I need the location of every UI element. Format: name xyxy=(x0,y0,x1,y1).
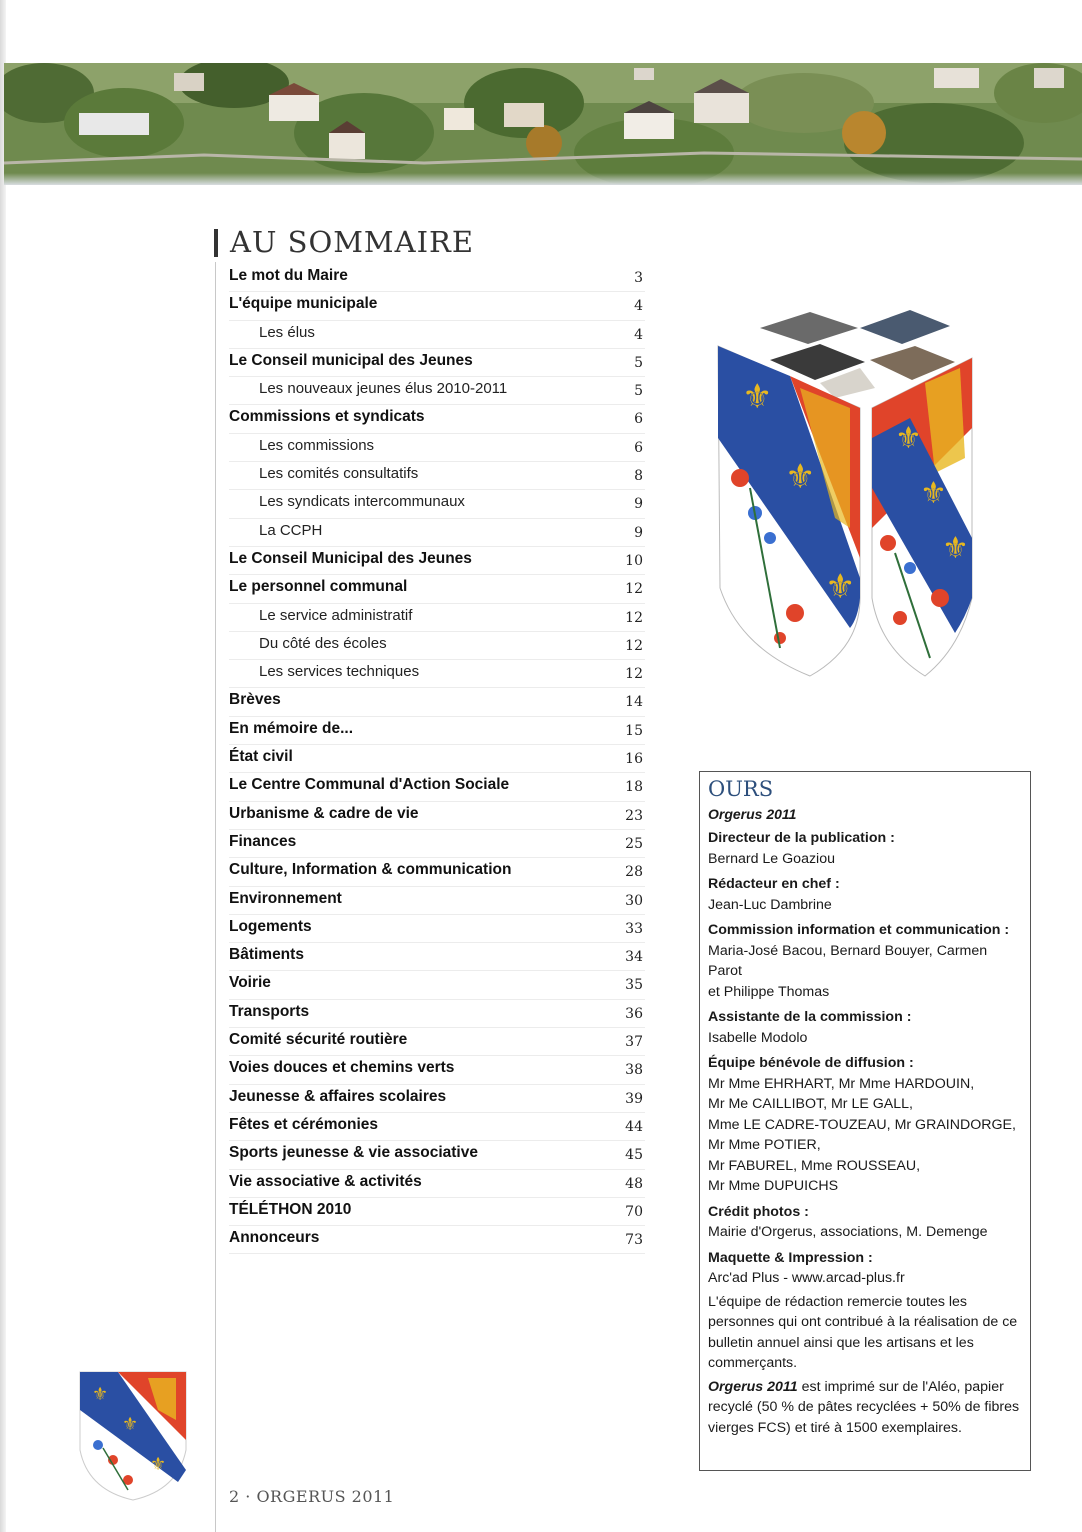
toc-entry-page: 12 xyxy=(625,666,643,683)
toc-entry-page: 4 xyxy=(634,298,643,315)
toc-entry-label: Les comités consultatifs xyxy=(259,465,419,483)
toc-entry-label: Les nouveaux jeunes élus 2010-2011 xyxy=(259,380,508,398)
toc-entry-label: Sports jeunesse & vie associative xyxy=(229,1144,478,1162)
toc-entry-page: 3 xyxy=(634,270,643,286)
toc-entry-page: 12 xyxy=(625,581,643,598)
toc-entry-label: TÉLÉTHON 2010 xyxy=(229,1200,352,1218)
toc-entry-label: Du côté des écoles xyxy=(259,634,387,652)
toc-entry-label: Urbanisme & cadre de vie xyxy=(229,804,419,822)
toc-entry-page: 73 xyxy=(625,1232,643,1249)
toc-entry xyxy=(229,434,645,462)
editor-label: Rédacteur en chef : xyxy=(708,876,840,892)
toc-entry-page: 70 xyxy=(625,1203,643,1220)
ours-title: OURS xyxy=(708,777,774,801)
toc-entry-page: 12 xyxy=(625,637,643,654)
print-publication-name: Orgerus 2011 xyxy=(708,1378,798,1395)
toc-entry xyxy=(229,830,645,858)
toc-entry-page: 36 xyxy=(625,1005,643,1022)
volunteer-line: Mme LE CADRE-TOUZEAU, Mr GRAINDORGE, xyxy=(708,1116,1016,1133)
print-note xyxy=(708,1377,1022,1439)
volunteer-line: Mr FABUREL, Mme ROUSSEAU, xyxy=(708,1157,921,1174)
toc-entry-label: Transports xyxy=(229,1002,310,1020)
toc-entry xyxy=(229,660,645,688)
toc-entry xyxy=(229,604,645,632)
toc-entry xyxy=(229,887,645,915)
print-note-text: est imprimé sur de l'Aléo, papier recyclé (50 % de pâtes recyclées + 50% de fibres vierges FCS) et tiré à 1500 exemplaires. xyxy=(708,1378,1020,1436)
editor-name: Jean-Luc Dambrine xyxy=(708,896,832,913)
aerial-village-image xyxy=(4,63,1082,185)
toc-entry-label: Le Centre Communal d'Action Sociale xyxy=(229,776,510,794)
toc-entry-page: 33 xyxy=(625,920,643,937)
toc-entry-page: 15 xyxy=(625,722,643,739)
svg-text:⚜: ⚜ xyxy=(942,531,969,566)
layout-credit: Arc'ad Plus - www.arcad-plus.fr xyxy=(708,1270,905,1286)
toc-entry-label: Fêtes et cérémonies xyxy=(229,1115,379,1133)
toc-entry xyxy=(229,1198,645,1226)
title-accent-bar xyxy=(214,229,218,257)
volunteer-line: Mr Mme DUPUICHS xyxy=(708,1178,839,1194)
toc-entry-label: Les syndicats intercommunaux xyxy=(259,493,465,511)
toc-entry-label: Le service administratif xyxy=(259,606,413,624)
toc-entry-label: Voies douces et chemins verts xyxy=(229,1059,455,1077)
ours-credits-box xyxy=(699,771,1031,1471)
toc-entry-page: 25 xyxy=(625,835,643,852)
toc-entry xyxy=(229,292,645,320)
ours-subtitle: Orgerus 2011 xyxy=(708,806,797,822)
toc-entry-label: Les services techniques xyxy=(259,663,420,681)
toc-entry-label: Finances xyxy=(229,832,297,850)
toc-entry-label: Brèves xyxy=(229,691,281,709)
toc-entry xyxy=(229,688,645,716)
toc-entry-page: 18 xyxy=(625,779,643,796)
toc-entry xyxy=(229,519,645,547)
toc-entry xyxy=(229,717,645,745)
svg-text:⚜: ⚜ xyxy=(92,1384,109,1405)
column-divider xyxy=(215,262,216,1532)
photo-tile xyxy=(860,310,950,344)
aerial-photo-banner xyxy=(4,63,1082,185)
toc-entry-label: Environnement xyxy=(229,889,342,907)
toc-entry-label: Comité sécurité routière xyxy=(229,1031,408,1049)
toc-entry xyxy=(229,943,645,971)
toc-entry xyxy=(229,1170,645,1198)
toc-entry-page: 8 xyxy=(634,468,643,485)
toc-entry-page: 35 xyxy=(625,977,643,994)
svg-text:⚜: ⚜ xyxy=(825,567,856,607)
toc-entry-page: 6 xyxy=(634,411,643,428)
toc-entry xyxy=(229,773,645,801)
toc-entry-label: L'équipe municipale xyxy=(229,295,378,313)
volunteer-line: Mr Mme POTIER, xyxy=(708,1137,821,1153)
toc-entry-page: 48 xyxy=(625,1175,643,1192)
toc-entry xyxy=(229,462,645,490)
photos-label: Crédit photos : xyxy=(708,1203,809,1220)
toc-entry xyxy=(229,405,645,433)
toc-entry xyxy=(229,1141,645,1169)
toc-entry-label: Culture, Information & communication xyxy=(229,861,512,879)
commission-members-line1: Maria-José Bacou, Bernard Bouyer, Carmen Parot xyxy=(708,942,988,979)
commission-members-line2: et Philippe Thomas xyxy=(708,983,830,1000)
toc-entry-page: 39 xyxy=(625,1090,643,1107)
toc-entry-page: 28 xyxy=(625,864,643,881)
svg-text:⚜: ⚜ xyxy=(122,1414,139,1435)
photos-credit: Mairie d'Orgerus, associations, M. Demenge xyxy=(708,1224,988,1240)
toc-entry-page: 5 xyxy=(634,354,643,371)
svg-text:⚜: ⚜ xyxy=(742,377,773,417)
toc-entry xyxy=(229,1226,645,1254)
toc-entry-label: Vie associative & activités xyxy=(229,1172,422,1190)
toc-entry xyxy=(229,632,645,660)
toc-entry xyxy=(229,1056,645,1084)
volunteer-line: Mr Me CAILLIBOT, Mr LE GALL, xyxy=(708,1096,913,1112)
toc-entry xyxy=(229,915,645,943)
director-label: Directeur de la publication : xyxy=(708,830,895,846)
toc-entry xyxy=(229,1113,645,1141)
toc-entry xyxy=(229,802,645,830)
toc-entry xyxy=(229,971,645,999)
toc-entry xyxy=(229,349,645,377)
toc-entry xyxy=(229,575,645,603)
toc-entry-page: 34 xyxy=(625,949,643,966)
toc-entry-page: 9 xyxy=(634,496,643,513)
coat-of-arms-small xyxy=(78,1370,188,1507)
toc-entry xyxy=(229,377,645,405)
toc-entry xyxy=(229,547,645,575)
toc-title: AU SOMMAIRE xyxy=(230,225,475,259)
toc-entry xyxy=(229,264,645,292)
commission-label: Commission information et communication : xyxy=(708,922,1010,938)
toc-entry-label: Voirie xyxy=(229,974,271,992)
page-footer: 2 · ORGERUS 2011 xyxy=(229,1487,395,1506)
table-of-contents xyxy=(229,264,645,1254)
toc-entry-label: Bâtiments xyxy=(229,946,304,964)
toc-entry xyxy=(229,1085,645,1113)
toc-entry-label: Jeunesse & affaires scolaires xyxy=(229,1087,447,1105)
photo-tile xyxy=(760,312,858,344)
assistant-name: Isabelle Modolo xyxy=(708,1029,808,1046)
toc-entry xyxy=(229,1000,645,1028)
toc-entry-label: État civil xyxy=(229,748,293,766)
toc-entry-page: 4 xyxy=(634,326,643,343)
toc-entry-label: En mémoire de... xyxy=(229,719,354,737)
toc-entry-page: 12 xyxy=(625,609,643,626)
toc-entry xyxy=(229,490,645,518)
toc-entry-page: 45 xyxy=(625,1147,643,1164)
toc-entry xyxy=(229,1028,645,1056)
toc-entry xyxy=(229,745,645,773)
toc-entry-label: Commissions et syndicats xyxy=(229,408,425,426)
svg-text:⚜: ⚜ xyxy=(920,476,947,511)
toc-entry-label: Les élus xyxy=(259,323,315,341)
toc-entry-page: 6 xyxy=(634,439,643,456)
toc-entry-label: La CCPH xyxy=(259,521,323,539)
toc-entry-page: 38 xyxy=(625,1062,643,1079)
toc-entry-page: 10 xyxy=(625,552,643,569)
svg-text:⚜: ⚜ xyxy=(150,1454,167,1475)
volunteers-label: Équipe bénévole de diffusion : xyxy=(708,1055,914,1071)
toc-entry-label: Le mot du Maire xyxy=(229,267,348,284)
assistant-label: Assistante de la commission : xyxy=(708,1009,912,1025)
svg-text:⚜: ⚜ xyxy=(895,421,922,456)
toc-entry-label: Le Conseil Municipal des Jeunes xyxy=(229,549,472,567)
toc-entry xyxy=(229,858,645,886)
toc-entry-page: 14 xyxy=(625,694,643,711)
toc-entry-label: Le Conseil municipal des Jeunes xyxy=(229,351,473,369)
thanks-text: L'équipe de rédaction remercie toutes les personnes qui ont contribué à la réalisation de ce bulletin annuel ainsi que les artisans et les commerçants. xyxy=(708,1293,1018,1371)
toc-entry-label: Le personnel communal xyxy=(229,578,408,596)
page-edge-shadow xyxy=(0,0,6,1532)
coat-of-arms-cube xyxy=(710,298,980,683)
toc-entry-label: Logements xyxy=(229,917,312,935)
toc-entry-page: 37 xyxy=(625,1034,643,1051)
volunteer-line: Mr Mme EHRHART, Mr Mme HARDOUIN, xyxy=(708,1075,975,1092)
layout-label: Maquette & Impression : xyxy=(708,1249,873,1266)
toc-entry-page: 9 xyxy=(634,524,643,541)
toc-entry-page: 44 xyxy=(625,1118,643,1135)
toc-entry-label: Annonceurs xyxy=(229,1229,320,1247)
director-name: Bernard Le Goaziou xyxy=(708,850,835,867)
toc-entry-label: Les commissions xyxy=(259,436,375,454)
right-shield xyxy=(872,358,972,676)
toc-entry-page: 5 xyxy=(634,383,643,400)
toc-entry-page: 30 xyxy=(625,892,643,909)
toc-entry-page: 23 xyxy=(625,807,643,824)
toc-entry-page: 16 xyxy=(625,751,643,768)
toc-entry xyxy=(229,321,645,349)
svg-text:⚜: ⚜ xyxy=(785,457,816,497)
